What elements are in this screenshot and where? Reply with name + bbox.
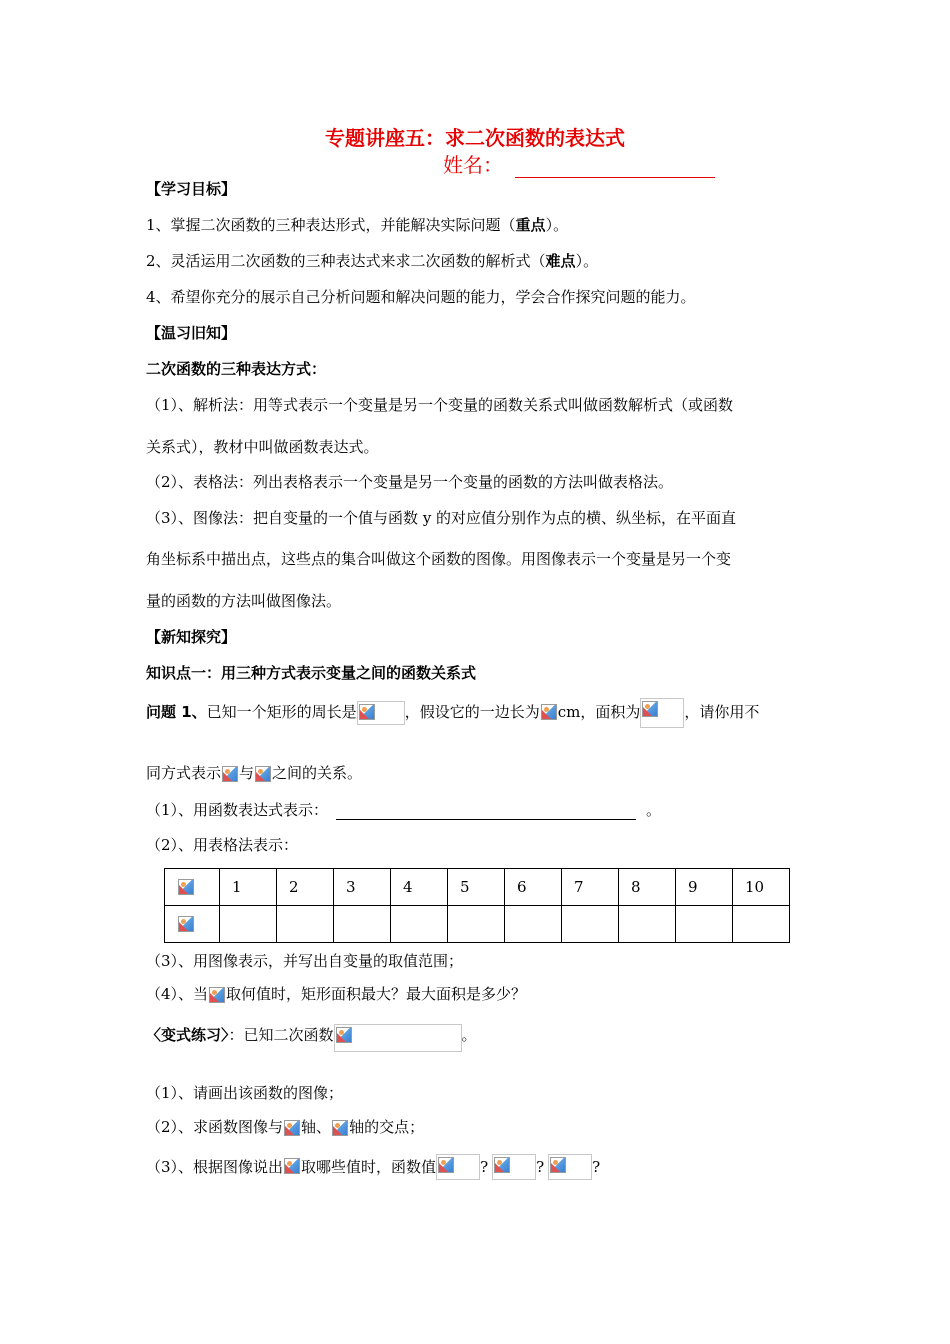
table-row [165, 906, 790, 943]
table-cell[interactable] [619, 906, 676, 943]
table-cell[interactable] [391, 906, 448, 943]
explore-heading: 【新知探究】 [146, 628, 237, 646]
name-label: 姓名： [443, 153, 503, 177]
knowledge-point-1: 知识点一：用三种方式表示变量之间的函数关系式 [146, 664, 477, 682]
name-field [443, 149, 715, 178]
name-blank[interactable] [515, 157, 715, 178]
formula-image-icon [177, 914, 195, 934]
variant-item-1: （1）、请画出该函数的图像； [146, 1084, 344, 1102]
step-1: （1）、用函数表达式表示： 。 [146, 801, 662, 819]
step-3: （3）、用图像表示，并写出自变量的取值范围； [146, 952, 464, 970]
table-cell: 2 [277, 869, 334, 906]
page-title: 专题讲座五：求二次函数的表达式 [325, 126, 625, 150]
formula-image-icon [221, 764, 239, 784]
review-subheading: 二次函数的三种表达方式： [146, 360, 327, 378]
review-p3-line3: 量的函数的方法叫做图像法。 [146, 592, 342, 610]
review-p3-line1: （3）、图像法：把自变量的一个值与函数 y 的对应值分别作为点的横、纵坐标，在平面直 [146, 509, 737, 527]
formula-image-icon [334, 1024, 462, 1052]
formula-image-icon [492, 1154, 536, 1180]
review-p1-line2: 关系式），教材中叫做函数表达式。 [146, 438, 379, 456]
table-cell[interactable] [220, 906, 277, 943]
table-cell: 1 [220, 869, 277, 906]
formula-image-icon [177, 877, 195, 897]
formula-image-icon [548, 1154, 592, 1180]
table-cell[interactable] [448, 906, 505, 943]
table-cell: 9 [676, 869, 733, 906]
goal-item-2: 2、灵活运用二次函数的三种表达式来求二次函数的解析式（难点）。 [146, 252, 599, 270]
table-cell[interactable] [562, 906, 619, 943]
formula-image-icon [331, 1118, 349, 1138]
question-1-label: 问题 1、 [146, 703, 207, 721]
review-heading: 【温习旧知】 [146, 324, 237, 342]
table-cell[interactable] [733, 906, 790, 943]
formula-image-icon [283, 1118, 301, 1138]
formula-image-icon [254, 764, 272, 784]
table-cell: 4 [391, 869, 448, 906]
answer-blank[interactable] [336, 803, 636, 820]
formula-image-icon [540, 702, 558, 724]
table-cell[interactable] [505, 906, 562, 943]
table-cell: 8 [619, 869, 676, 906]
variant-practice: 〈变式练习〉：已知二次函数 。 [146, 1024, 477, 1052]
goal-item-1: 1、掌握二次函数的三种表达形式，并能解决实际问题（重点）。 [146, 216, 569, 234]
variant-item-2: （2）、求函数图像与 轴、 轴的交点； [146, 1118, 425, 1136]
formula-image-icon [436, 1154, 480, 1180]
question-1-line1: 问题 1、已知一个矩形的周长是 ，假设它的一边长为 cm，面积为 ，请你用不 [146, 698, 759, 728]
formula-image-icon [357, 701, 405, 725]
table-row [165, 869, 790, 906]
table-cell: 3 [334, 869, 391, 906]
review-p2: （2）、表格法：列出表格表示一个变量是另一个变量的函数的方法叫做表格法。 [146, 473, 674, 491]
table-cell[interactable] [676, 906, 733, 943]
question-1-line2: 同方式表示 与 之间的关系。 [146, 764, 363, 782]
review-p3-line2: 角坐标系中描出点，这些点的集合叫做这个函数的图像。用图像表示一个变量是另一个变 [146, 550, 732, 568]
variant-label: 〈变式练习〉 [146, 1026, 229, 1044]
table-cell: 5 [448, 869, 505, 906]
goals-heading: 【学习目标】 [146, 180, 237, 198]
table-cell [165, 869, 220, 906]
table-cell [165, 906, 220, 943]
step-4: （4）、当 取何值时，矩形面积最大？最大面积是多少？ [146, 985, 527, 1003]
table-cell: 6 [505, 869, 562, 906]
formula-image-icon [283, 1156, 301, 1180]
formula-image-icon [208, 985, 226, 1005]
value-table [164, 868, 790, 943]
goal-item-3: 4、希望你充分的展示自己分析问题和解决问题的能力，学会合作探究问题的能力。 [146, 288, 696, 306]
review-p1-line1: （1）、解析法：用等式表示一个变量是另一个变量的函数关系式叫做函数解析式（或函数 [146, 396, 734, 414]
table-cell: 7 [562, 869, 619, 906]
table-cell: 10 [733, 869, 790, 906]
table-cell[interactable] [334, 906, 391, 943]
formula-image-icon [640, 698, 684, 728]
step-2: （2）、用表格法表示： [146, 836, 299, 854]
variant-item-3: （3）、根据图像说出 取哪些值时，函数值 ? ? ? [146, 1154, 600, 1180]
table-cell[interactable] [277, 906, 334, 943]
